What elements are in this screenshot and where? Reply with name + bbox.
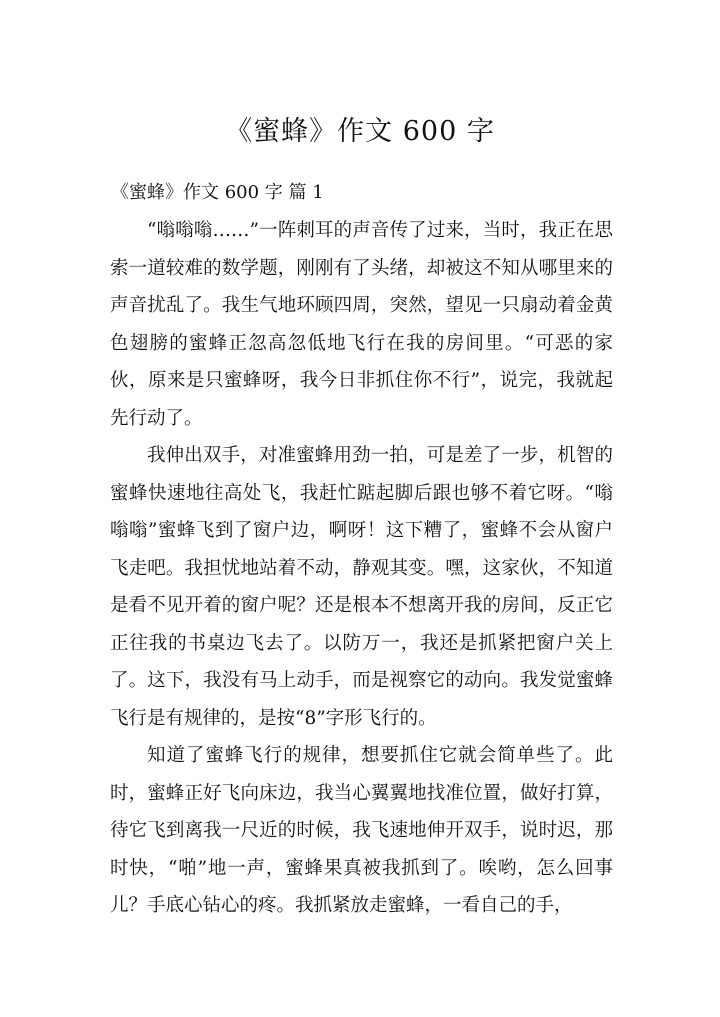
document-title: 《蜜蜂》作文 600 字 [225,116,495,147]
paragraph-3: 知道了蜜蜂飞行的规律，想要抓住它就会简单些了。此时，蜜蜂正好飞向床边，我当心翼翼地找准位置，做好打算，待它飞到离我一尺近的时候，我飞速地伸开双手，说时迟，那时快，“啪”地一声，蜜蜂果真被我抓到了。唉哟，怎么回事儿？手底心钻心的疼。我抓紧放走蜜蜂，一看自己的手， [110,745,613,916]
paragraph-2: 我伸出双手，对准蜜蜂用劲一拍，可是差了一步，机智的蜜蜂快速地往高处飞，我赶忙踮起脚后跟也够不着它呀。“嗡嗡嗡”蜜蜂飞到了窗户边，啊呀！这下糟了，蜜蜂不会从窗户飞走吧。我担忧地站着不动，静观其变。嘿，这家伙，不知道是看不见开着的窗户呢？还是根本不想离开我的房间，反正它正往我的书桌边飞去了。以防万一，我还是抓紧把窗户关上了。这下，我没有马上动手，而是视察它的动向。我发觉蜜蜂飞行是有规律的，是按“8”字形飞行的。 [110,445,613,729]
paragraph-1: “嗡嗡嗡……”一阵刺耳的声音传了过来，当时，我正在思索一道较难的数学题，刚刚有了头绪，却被这不知从哪里来的声音扰乱了。我生气地环顾四周，突然，望见一只扇动着金黄色翅膀的蜜蜂正忽高忽低地飞行在我的房间里。“可恶的家伙，原来是只蜜蜂呀，我今日非抓住你不行”，说完，我就起先行动了。 [110,220,613,429]
section-heading: 《蜜蜂》作文 600 字 篇 1 [111,182,324,203]
article-body [110,212,613,925]
